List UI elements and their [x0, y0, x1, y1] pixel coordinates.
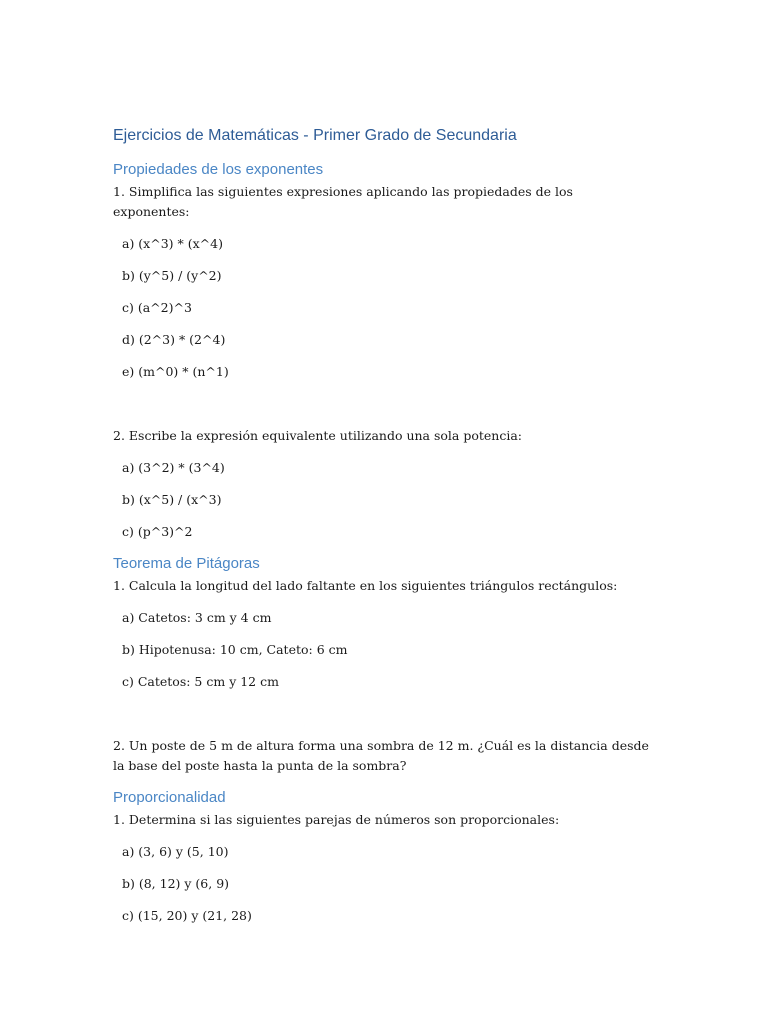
exercise-item: a) (3, 6) y (5, 10)	[122, 844, 229, 859]
question-pitagoras-2: 2. Un poste de 5 m de altura forma una sombra de 12 m. ¿Cuál es la distancia desde la base del poste hasta la punta de la sombra?	[113, 738, 649, 773]
exercise-item: c) (15, 20) y (21, 28)	[122, 908, 252, 923]
exercise-item: a) Catetos: 3 cm y 4 cm	[122, 610, 272, 625]
section-heading-proporcionalidad: Proporcionalidad	[113, 789, 226, 806]
exercise-item: a) (3^2) * (3^4)	[122, 460, 225, 475]
exercise-item: b) (x^5) / (x^3)	[122, 492, 222, 507]
question-proporcionalidad-1: 1. Determina si las siguientes parejas de números son proporcionales:	[113, 812, 560, 827]
exercise-item: d) (2^3) * (2^4)	[122, 332, 226, 347]
exercise-item: c) Catetos: 5 cm y 12 cm	[122, 674, 279, 689]
document-page	[113, 124, 653, 926]
exercise-item: b) (y^5) / (y^2)	[122, 268, 222, 283]
question-exponentes-1: 1. Simplifica las siguientes expresiones aplicando las propiedades de los exponentes:	[113, 184, 573, 219]
exercise-item: c) (p^3)^2	[122, 524, 193, 539]
exercise-item: b) Hipotenusa: 10 cm, Cateto: 6 cm	[122, 642, 348, 657]
exercise-item: a) (x^3) * (x^4)	[122, 236, 223, 251]
question-exponentes-2: 2. Escribe la expresión equivalente utilizando una sola potencia:	[113, 428, 523, 443]
section-heading-pitagoras: Teorema de Pitágoras	[113, 555, 260, 572]
question-pitagoras-1: 1. Calcula la longitud del lado faltante en los siguientes triángulos rectángulos:	[113, 578, 618, 593]
exercise-item: c) (a^2)^3	[122, 300, 192, 315]
document-title: Ejercicios de Matemáticas - Primer Grado de Secundaria	[113, 127, 517, 144]
exercise-item: e) (m^0) * (n^1)	[122, 364, 229, 379]
exercise-item: b) (8, 12) y (6, 9)	[122, 876, 230, 891]
section-heading-exponentes: Propiedades de los exponentes	[113, 161, 324, 178]
